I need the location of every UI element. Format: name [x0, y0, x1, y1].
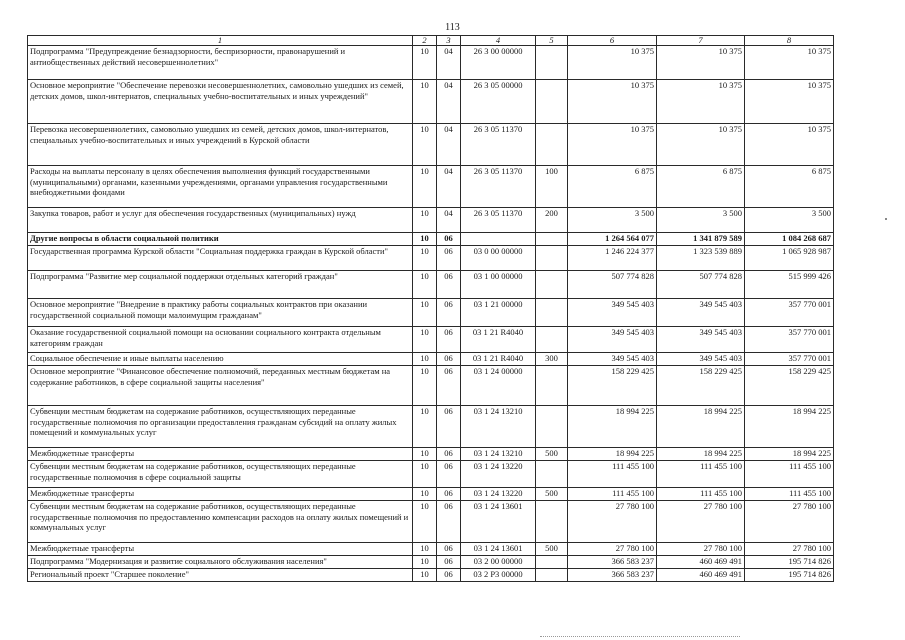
row-name: Другие вопросы в области социальной политики: [28, 233, 413, 246]
row-amount-year-1: 1 264 564 077: [568, 233, 657, 246]
row-name: Субвенции местным бюджетам на содержание работников, осуществляющих переданные государственные полномочия в сфере социальной защиты: [28, 461, 413, 488]
row-expense-type: 100: [536, 166, 568, 208]
row-amount-year-1: 111 455 100: [568, 461, 657, 488]
row-expense-type: 500: [536, 448, 568, 461]
row-target-article: 03 1 21 R4040: [461, 327, 536, 353]
row-section: 10: [413, 80, 437, 124]
table-row: [28, 327, 834, 353]
row-amount-year-1: 10 375: [568, 80, 657, 124]
row-name: Основное мероприятие "Внедрение в практику работы социальных контрактов при оказании государственной социальной помощи малоимущим гражданам": [28, 299, 413, 327]
row-section: 10: [413, 448, 437, 461]
table-row: [28, 271, 834, 299]
row-target-article: 03 1 00 00000: [461, 271, 536, 299]
row-section: 10: [413, 543, 437, 556]
row-amount-year-2: 1 341 879 589: [657, 233, 745, 246]
row-name: Оказание государственной социальной помощи на основании социального контракта отдельным категориям граждан: [28, 327, 413, 353]
row-amount-year-2: 158 229 425: [657, 366, 745, 406]
row-amount-year-1: 349 545 403: [568, 299, 657, 327]
table-row: [28, 543, 834, 556]
row-amount-year-1: 27 780 100: [568, 501, 657, 543]
row-amount-year-1: 6 875: [568, 166, 657, 208]
row-target-article: 26 3 05 11370: [461, 124, 536, 166]
table-row: [28, 80, 834, 124]
row-section: 10: [413, 246, 437, 271]
row-amount-year-2: 349 545 403: [657, 353, 745, 366]
row-amount-year-1: 111 455 100: [568, 488, 657, 501]
row-amount-year-3: 195 714 826: [745, 569, 834, 582]
row-expense-type: [536, 366, 568, 406]
row-amount-year-3: 10 375: [745, 80, 834, 124]
row-section: 10: [413, 353, 437, 366]
row-amount-year-1: 158 229 425: [568, 366, 657, 406]
row-amount-year-2: 349 545 403: [657, 327, 745, 353]
row-target-article: 26 3 05 11370: [461, 166, 536, 208]
row-expense-type: [536, 271, 568, 299]
row-subsection: 06: [437, 233, 461, 246]
header-col-3: 3: [437, 36, 461, 46]
row-amount-year-2: 1 323 539 889: [657, 246, 745, 271]
row-target-article: 03 2 P3 00000: [461, 569, 536, 582]
row-amount-year-2: 3 500: [657, 208, 745, 233]
table-row: [28, 488, 834, 501]
row-amount-year-2: 507 774 828: [657, 271, 745, 299]
row-target-article: 03 1 24 13210: [461, 448, 536, 461]
row-target-article: 03 2 00 00000: [461, 556, 536, 569]
row-subsection: 06: [437, 246, 461, 271]
row-amount-year-2: 111 455 100: [657, 488, 745, 501]
row-amount-year-3: 158 229 425: [745, 366, 834, 406]
row-subsection: 06: [437, 556, 461, 569]
row-target-article: 26 3 05 11370: [461, 208, 536, 233]
row-amount-year-1: 366 583 237: [568, 569, 657, 582]
table-row: [28, 556, 834, 569]
row-amount-year-1: 1 246 224 377: [568, 246, 657, 271]
row-amount-year-1: 349 545 403: [568, 353, 657, 366]
row-amount-year-3: 357 770 001: [745, 353, 834, 366]
row-name: Подпрограмма "Развитие мер социальной поддержки отдельных категорий граждан": [28, 271, 413, 299]
row-section: 10: [413, 299, 437, 327]
row-target-article: 03 1 24 13210: [461, 406, 536, 448]
row-name: Межбюджетные трансферты: [28, 448, 413, 461]
row-expense-type: 500: [536, 543, 568, 556]
row-amount-year-1: 366 583 237: [568, 556, 657, 569]
row-amount-year-3: 27 780 100: [745, 543, 834, 556]
row-expense-type: [536, 80, 568, 124]
row-subsection: 06: [437, 569, 461, 582]
row-amount-year-1: 10 375: [568, 124, 657, 166]
row-amount-year-3: 10 375: [745, 46, 834, 80]
row-section: 10: [413, 488, 437, 501]
row-section: 10: [413, 124, 437, 166]
row-amount-year-2: 460 469 491: [657, 556, 745, 569]
header-col-2: 2: [413, 36, 437, 46]
row-expense-type: [536, 124, 568, 166]
row-subsection: 06: [437, 543, 461, 556]
row-amount-year-2: 349 545 403: [657, 299, 745, 327]
row-amount-year-3: 18 994 225: [745, 406, 834, 448]
row-target-article: 03 1 24 13601: [461, 501, 536, 543]
row-amount-year-2: 460 469 491: [657, 569, 745, 582]
row-subsection: 06: [437, 353, 461, 366]
table-body: [28, 46, 834, 582]
row-subsection: 06: [437, 406, 461, 448]
row-amount-year-3: 357 770 001: [745, 299, 834, 327]
row-subsection: 04: [437, 208, 461, 233]
row-name: Подпрограмма "Предупреждение безнадзорности, беспризорности, правонарушений и антиобщественных действий несовершеннолетних": [28, 46, 413, 80]
row-expense-type: [536, 556, 568, 569]
row-target-article: 03 1 21 00000: [461, 299, 536, 327]
row-section: 10: [413, 208, 437, 233]
row-target-article: 03 1 24 00000: [461, 366, 536, 406]
row-name: Субвенции местным бюджетам на содержание работников, осуществляющих переданные государственные полномочия по предоставлению компенсации расходов на оплату жилых помещений и коммунальных услуг: [28, 501, 413, 543]
header-col-4: 4: [461, 36, 536, 46]
row-target-article: 03 1 24 13220: [461, 461, 536, 488]
row-name: Закупка товаров, работ и услуг для обеспечения государственных (муниципальных) нужд: [28, 208, 413, 233]
row-expense-type: [536, 246, 568, 271]
row-subsection: 06: [437, 448, 461, 461]
row-amount-year-2: 6 875: [657, 166, 745, 208]
row-amount-year-2: 27 780 100: [657, 501, 745, 543]
row-amount-year-1: 10 375: [568, 46, 657, 80]
row-name: Перевозка несовершеннолетних, самовольно ушедших из семей, детских домов, школ-интернатов, специальных учебно-воспитательных и иных учреждений в Курской области: [28, 124, 413, 166]
row-amount-year-3: 27 780 100: [745, 501, 834, 543]
table-row: [28, 166, 834, 208]
row-amount-year-1: 3 500: [568, 208, 657, 233]
row-expense-type: [536, 501, 568, 543]
table-row: [28, 233, 834, 246]
table-row: [28, 299, 834, 327]
row-amount-year-3: 3 500: [745, 208, 834, 233]
row-amount-year-3: 1 065 928 987: [745, 246, 834, 271]
row-amount-year-3: 18 994 225: [745, 448, 834, 461]
row-amount-year-3: 10 375: [745, 124, 834, 166]
row-section: 10: [413, 366, 437, 406]
table-row: [28, 353, 834, 366]
row-subsection: 04: [437, 124, 461, 166]
row-target-article: 03 1 24 13601: [461, 543, 536, 556]
row-name: Социальное обеспечение и иные выплаты населению: [28, 353, 413, 366]
row-amount-year-2: 27 780 100: [657, 543, 745, 556]
table-row: [28, 124, 834, 166]
header-col-6: 6: [568, 36, 657, 46]
row-section: 10: [413, 501, 437, 543]
row-expense-type: [536, 46, 568, 80]
row-amount-year-3: 515 999 426: [745, 271, 834, 299]
row-subsection: 04: [437, 46, 461, 80]
row-target-article: 26 3 00 00000: [461, 46, 536, 80]
row-subsection: 06: [437, 461, 461, 488]
row-section: 10: [413, 569, 437, 582]
row-amount-year-2: 10 375: [657, 124, 745, 166]
row-section: 10: [413, 327, 437, 353]
row-amount-year-3: 111 455 100: [745, 461, 834, 488]
scan-edge-line: [540, 636, 740, 638]
row-target-article: 26 3 05 00000: [461, 80, 536, 124]
row-name: Расходы на выплаты персоналу в целях обеспечения выполнения функций государственными (муниципальными) органами, казенными учреждениями, органами управления государственными внебюджетными фондами: [28, 166, 413, 208]
table-row: [28, 501, 834, 543]
row-subsection: 06: [437, 327, 461, 353]
row-target-article: 03 1 24 13220: [461, 488, 536, 501]
row-amount-year-1: 18 994 225: [568, 448, 657, 461]
row-amount-year-2: 10 375: [657, 46, 745, 80]
row-subsection: 06: [437, 299, 461, 327]
row-expense-type: 300: [536, 353, 568, 366]
row-amount-year-1: 18 994 225: [568, 406, 657, 448]
row-section: 10: [413, 271, 437, 299]
row-section: 10: [413, 406, 437, 448]
row-amount-year-2: 10 375: [657, 80, 745, 124]
scan-speck: [885, 218, 887, 220]
row-amount-year-1: 507 774 828: [568, 271, 657, 299]
row-amount-year-2: 111 455 100: [657, 461, 745, 488]
row-subsection: 06: [437, 366, 461, 406]
row-name: Субвенции местным бюджетам на содержание работников, осуществляющих переданные государственные полномочия по организации предоставления гражданам субсидий на оплату жилых помещений и коммунальных услуг: [28, 406, 413, 448]
table-row: [28, 246, 834, 271]
row-target-article: [461, 233, 536, 246]
row-subsection: 04: [437, 166, 461, 208]
row-section: 10: [413, 46, 437, 80]
row-target-article: 03 0 00 00000: [461, 246, 536, 271]
row-section: 10: [413, 233, 437, 246]
row-section: 10: [413, 166, 437, 208]
row-subsection: 06: [437, 488, 461, 501]
budget-table: [27, 35, 834, 582]
row-amount-year-3: 6 875: [745, 166, 834, 208]
row-section: 10: [413, 461, 437, 488]
row-expense-type: [536, 327, 568, 353]
row-section: 10: [413, 556, 437, 569]
row-subsection: 06: [437, 501, 461, 543]
row-expense-type: [536, 461, 568, 488]
row-expense-type: [536, 299, 568, 327]
row-expense-type: 500: [536, 488, 568, 501]
table-row: [28, 461, 834, 488]
row-name: Межбюджетные трансферты: [28, 488, 413, 501]
row-name: Подпрограмма "Модернизация и развитие социального обслуживания населения": [28, 556, 413, 569]
table-row: [28, 366, 834, 406]
table-row: [28, 406, 834, 448]
row-expense-type: [536, 406, 568, 448]
header-col-7: 7: [657, 36, 745, 46]
row-expense-type: [536, 233, 568, 246]
row-target-article: 03 1 21 R4040: [461, 353, 536, 366]
header-col-5: 5: [536, 36, 568, 46]
row-subsection: 04: [437, 80, 461, 124]
row-amount-year-3: 195 714 826: [745, 556, 834, 569]
row-name: Государственная программа Курской области "Социальная поддержка граждан в Курской области": [28, 246, 413, 271]
header-col-8: 8: [745, 36, 834, 46]
table-row: [28, 569, 834, 582]
table-row: [28, 448, 834, 461]
row-amount-year-2: 18 994 225: [657, 406, 745, 448]
row-name: Основное мероприятие "Обеспечение перевозки несовершеннолетних, самовольно ушедших из семей, детских домов, школ-интернатов, специальных учебно-воспитательных и иных учреждений": [28, 80, 413, 124]
row-name: Региональный проект "Старшее поколение": [28, 569, 413, 582]
row-name: Основное мероприятие "Финансовое обеспечение полномочий, переданных местным бюджетам на содержание работников, в сфере социальной защиты населения": [28, 366, 413, 406]
row-subsection: 06: [437, 271, 461, 299]
row-amount-year-3: 1 084 268 687: [745, 233, 834, 246]
row-amount-year-2: 18 994 225: [657, 448, 745, 461]
table-row: [28, 46, 834, 80]
header-row: [28, 36, 834, 46]
row-expense-type: [536, 569, 568, 582]
row-amount-year-1: 349 545 403: [568, 327, 657, 353]
row-amount-year-3: 357 770 001: [745, 327, 834, 353]
row-amount-year-1: 27 780 100: [568, 543, 657, 556]
header-col-1: 1: [28, 36, 413, 46]
row-name: Межбюджетные трансферты: [28, 543, 413, 556]
page-number: 113: [445, 22, 460, 33]
row-expense-type: 200: [536, 208, 568, 233]
table-row: [28, 208, 834, 233]
row-amount-year-3: 111 455 100: [745, 488, 834, 501]
